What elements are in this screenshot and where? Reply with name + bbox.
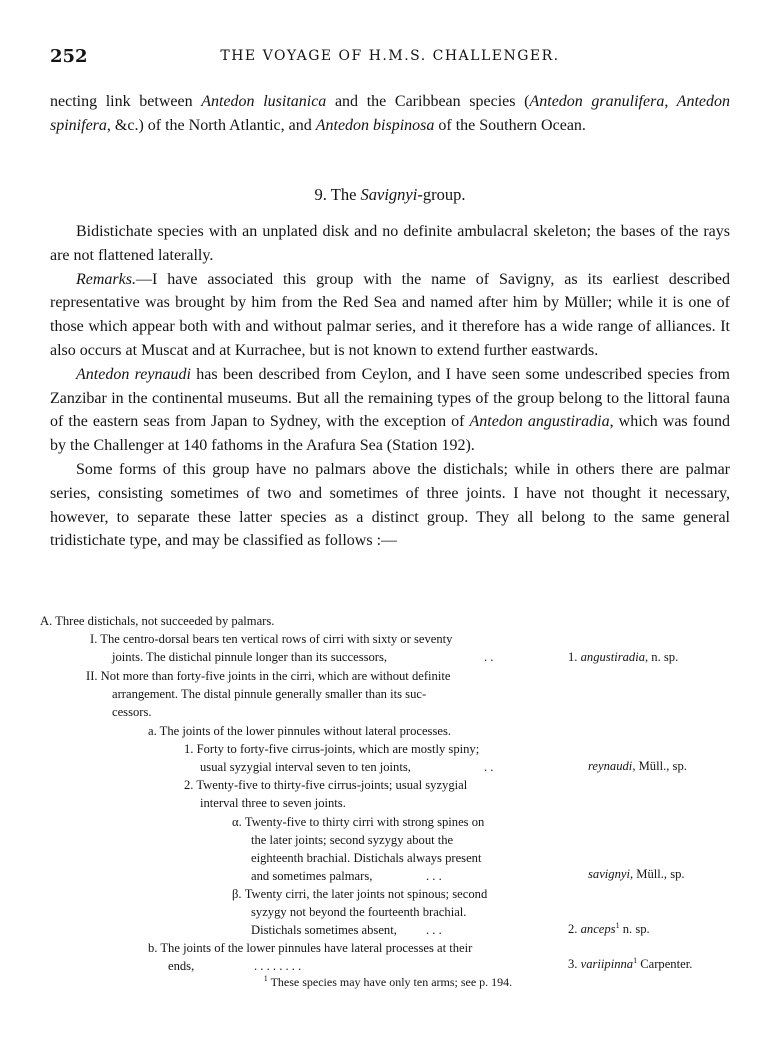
running-title: THE VOYAGE OF H.M.S. CHALLENGER. [220, 48, 560, 64]
key-I-dots: . . [484, 650, 494, 664]
species-number: 3. [568, 957, 578, 971]
species-name: Antedon bispinosa [315, 116, 435, 134]
species-author: Carpenter. [637, 957, 693, 971]
species-entry-savignyi [588, 865, 685, 883]
intro-text-2: and the Caribbean species ( [326, 93, 530, 110]
species-author: n. sp. [619, 922, 650, 936]
species-entry-2 [568, 920, 650, 938]
key-II-line1: II. Not more than forty-five joints in the cirri, which are without definite [86, 669, 451, 683]
species-epithet: reynaudi [588, 759, 633, 773]
section-title-italic: Savignyi [360, 185, 418, 204]
distribution-text-b: , which was found by the Challenger at 140 fathoms in the Arafura Sea (Station 192). [50, 413, 731, 455]
key-beta-dots: . . . [426, 923, 442, 937]
species-name: Antedon granulifera, Antedon spinifera [50, 93, 730, 134]
intro-paragraph [50, 90, 730, 138]
forms-paragraph: Some forms of this group have no palmars above the distichals; while in others there are palmar series, consisting sometimes of two and sometimes of three joints. I have not thought it necessary, however, to separate these latter species as a distinct group. They all belong to the same general tridistichate type, and may be classified as follows :— [50, 460, 730, 550]
key-a2-line1: 2. Twenty-five to thirty-five cirrus-joints; usual syzygial [184, 778, 468, 792]
species-entry-1 [568, 648, 678, 666]
section-heading [50, 185, 730, 205]
key-alpha-dots: . . . [426, 869, 442, 883]
key-a1-line1: 1. Forty to forty-five cirrus-joints, which are mostly spiny; [184, 742, 480, 756]
key-A: A. Three distichals, not succeeded by palmars. [40, 614, 275, 628]
species-epithet: anceps [580, 922, 616, 936]
key-alpha-line4: and sometimes palmars, [251, 869, 373, 883]
species-author: , Müll., sp. [629, 867, 685, 881]
key-alpha-line2: the later joints; second syzygy about the [251, 833, 454, 847]
key-alpha-line3: eighteenth brachial. Distichals always present [251, 851, 482, 865]
remarks-paragraph [50, 268, 730, 363]
key-beta-line2: syzygy not beyond the fourteenth brachial. [251, 905, 467, 919]
remarks-label: Remarks. [76, 270, 136, 288]
section-number: 9. [314, 185, 327, 204]
species-epithet: savignyi [588, 867, 630, 881]
key-alpha-line1: α. Twenty-five to thirty cirri with strong spines on [232, 815, 485, 829]
species-epithet: variipinna [580, 957, 634, 971]
section-body [50, 220, 730, 553]
footnote-mark: 1 [263, 974, 268, 983]
species-author: , Müll., sp. [632, 759, 687, 773]
species-number: 1. [568, 650, 578, 664]
distribution-text-a: has been described from Ceylon, and I have seen some undescribed species from Zanzibar in the continental museums. But all the remaining types of the group belong to the littoral fauna of the eastern seas from Japan to Sydney, with the exception of [50, 365, 730, 431]
key-b-line2: ends, [168, 959, 195, 973]
key-a2-line2: interval three to seven joints. [200, 796, 346, 810]
intro-text-3: , &c.) of the North Atlantic, and [106, 116, 316, 134]
key-b-line1: b. The joints of the lower pinnules have lateral processes at their [148, 941, 473, 955]
species-name: Antedon lusitanica [201, 93, 327, 110]
key-b-dots: . . . . . . . . [254, 959, 302, 973]
page-header [50, 46, 730, 70]
section-title-pre: The [330, 185, 361, 204]
species-entry-3 [568, 955, 692, 973]
species-name: Antedon angustiradia [469, 413, 610, 431]
intro-text-1: necting link between [50, 93, 202, 110]
section-title-post: -group. [417, 185, 466, 204]
key-beta-line3: Distichals sometimes absent, [251, 923, 397, 937]
key-a1-dots: . . [484, 760, 494, 774]
footnote [0, 975, 776, 990]
remarks-text: —I have associated this group with the name of Savigny, as its earliest described representative was brought by him from the Red Sea and named after him by Müller; while it is one of those which appear both with and without palmar series, and it therefore has a wide range of alliances. It also occurs at Muscat and at Kurrachee, but is not known to extend further eastwards. [50, 270, 730, 359]
species-name: Antedon reynaudi [76, 365, 191, 383]
key-I-line1: I. The centro-dorsal bears ten vertical rows of cirri with sixty or seventy [90, 632, 453, 646]
page-number: 252 [50, 46, 88, 67]
key-II-line3: cessors. [112, 705, 152, 719]
key-II-line2: arrangement. The distal pinnule generally smaller than its suc- [112, 687, 427, 701]
key-a1-line2: usual syzygial interval seven to ten joints, [200, 760, 411, 774]
diagnosis-paragraph: Bidistichate species with an unplated disk and no definite ambulacral skeleton; the bases of the rays are not flattened laterally. [50, 223, 730, 264]
intro-text-4: of the Southern Ocean. [434, 116, 586, 134]
key-beta-line1: β. Twenty cirri, the later joints not spinous; second [232, 887, 488, 901]
footnote-ref: 1 [615, 920, 620, 930]
species-epithet: angustiradia [580, 650, 645, 664]
species-number: 2. [568, 922, 578, 936]
species-author: , n. sp. [645, 650, 679, 664]
key-a-line1: a. The joints of the lower pinnules without lateral processes. [148, 724, 451, 738]
footnote-ref: 1 [633, 955, 638, 965]
distribution-paragraph [50, 363, 730, 458]
key-I-line2: joints. The distichal pinnule longer than its successors, [112, 650, 388, 664]
species-entry-reynaudi [588, 757, 687, 775]
footnote-text: These species may have only ten arms; see p. 194. [267, 975, 513, 989]
